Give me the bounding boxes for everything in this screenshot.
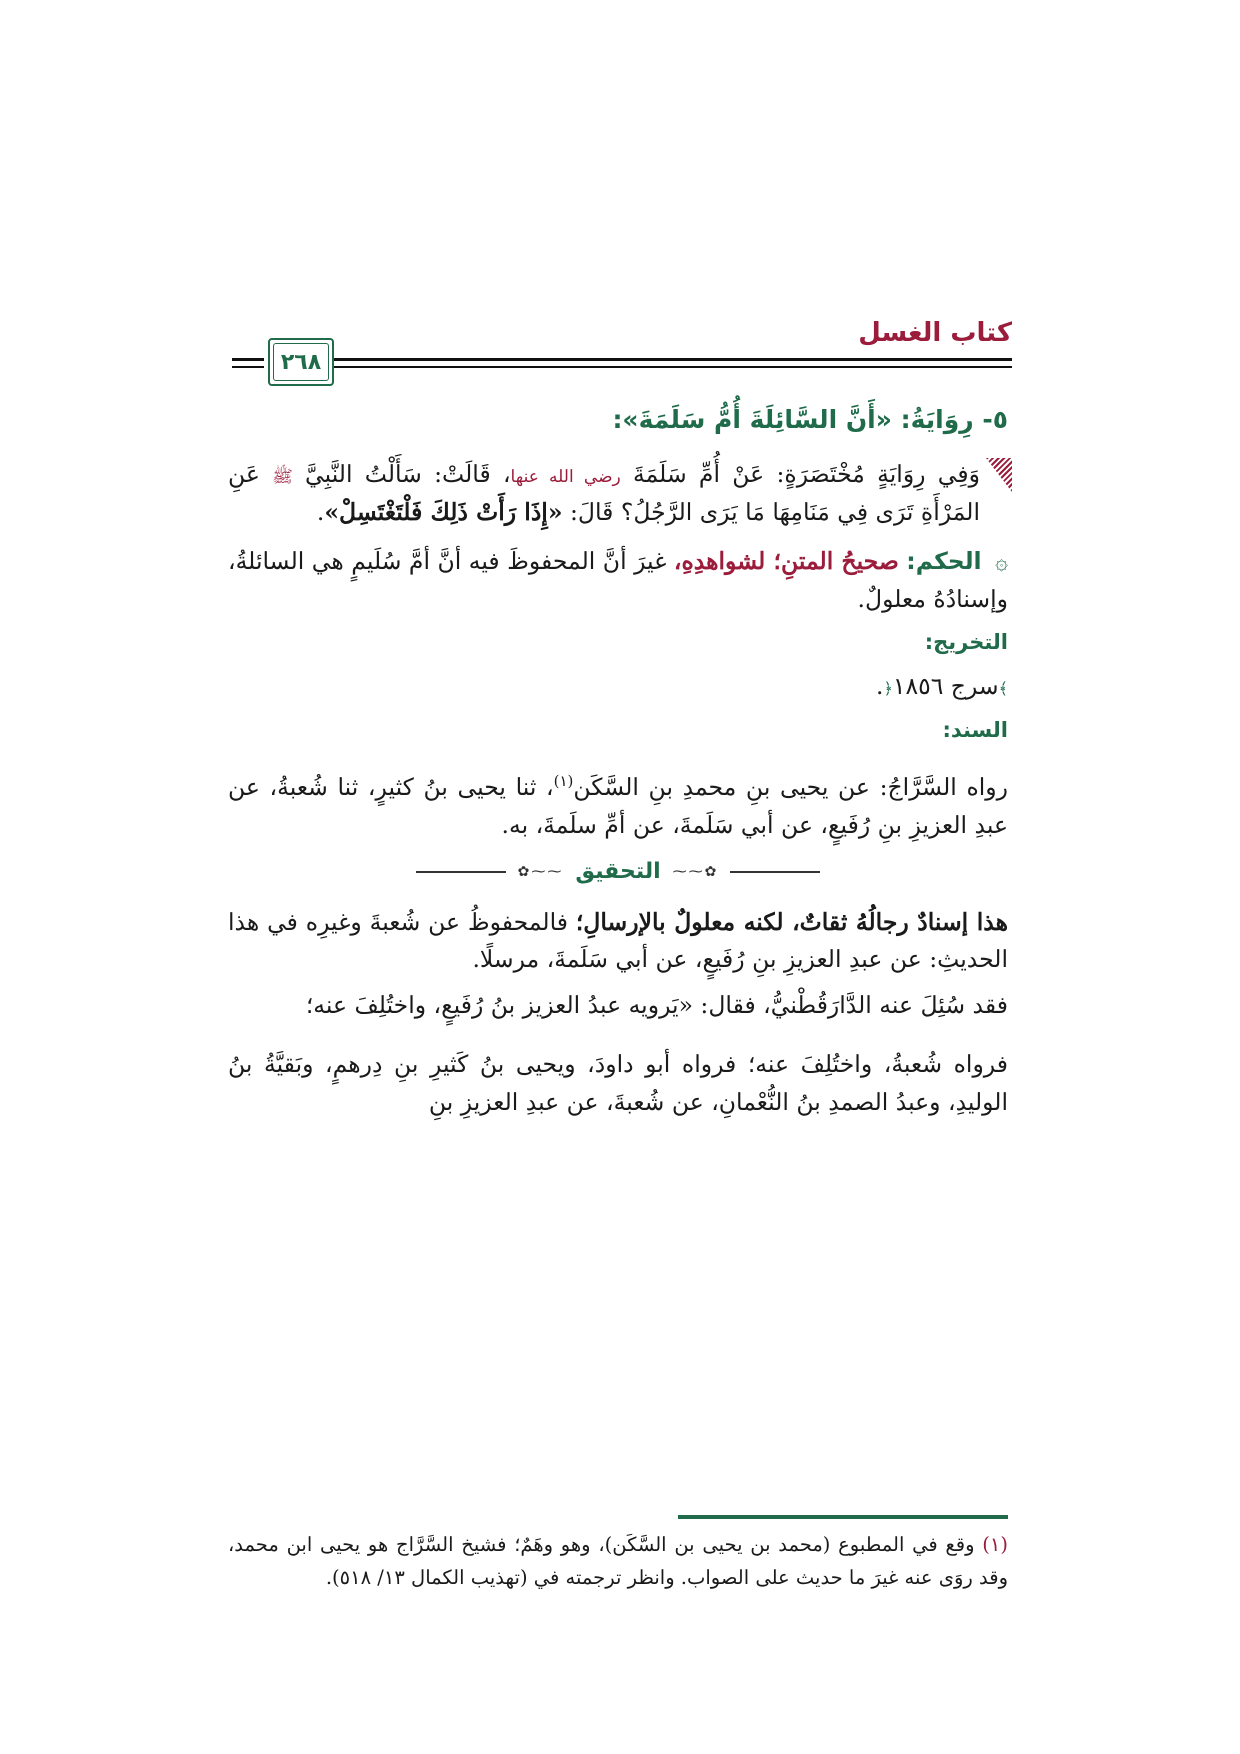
- tahqiq-para-1-rest: فالمحفوظُ عن شُعبةَ وغيرِه في هذا الحديثِ: عن عبدِ العزيزِ بنِ رُفَيعٍ، عن أبي سَلَمةَ، مرسلًا.: [228, 907, 1008, 974]
- book-title: كتاب الغسل: [858, 318, 1012, 348]
- tahqiq-verdict: هذا إسنادٌ رجالُهُ ثقاتٌ، لكنه معلولٌ بالإرسالِ؛: [575, 907, 1008, 936]
- quote-part-2: ، قَالَتْ: سَأَلْتُ النَّبِيَّ: [305, 460, 511, 488]
- ruling-paragraph: [228, 543, 1008, 618]
- ruling-rest: غيرَ أنَّ المحفوظَ فيه أنَّ أمَّ سُلَيمٍ هي السائلةُ، وإسنادُهُ معلولٌ.: [228, 547, 1008, 613]
- footnote: [228, 1528, 1008, 1594]
- divider-line-left: [416, 871, 506, 873]
- sanad-label: السند:: [942, 717, 1008, 742]
- sanad-paragraph: [228, 769, 1008, 844]
- ruling-value: صحيحُ المتنِ؛ لشواهدِهِ،: [673, 547, 899, 576]
- ruling-label: الحكم:: [906, 547, 982, 576]
- quote-end: .: [316, 497, 325, 526]
- ornament-left-icon: ⁓⁓✿: [517, 863, 564, 880]
- page-number: ٢٦٨: [280, 349, 322, 375]
- takhrij-end: .: [875, 671, 884, 700]
- footnote-number: (١): [982, 1533, 1008, 1556]
- corner-ornament-icon: [986, 458, 1012, 492]
- flower-icon: ۞: [995, 550, 1008, 576]
- sanad-text-2: ، ثنا يحيى بنُ كثيرٍ، ثنا شُعبةُ، عن عبدِ العزيزِ بنِ رُفَيعٍ، عن أبي سَلَمةَ، عن أمِّ سلَمةَ، به.: [228, 773, 1008, 839]
- sanad-text-1: رواه السَّرَّاجُ: عن يحيى بنِ محمدِ بنِ السَّكَن: [573, 773, 1008, 802]
- tahqiq-paragraph-1: [228, 904, 1008, 979]
- honorific-salla-allahu: ﷺ: [272, 467, 293, 487]
- header-rule-thin: [332, 366, 1012, 368]
- quote-prophetic-saying: «إِذَا رَأَتْ ذَلِكَ فَلْتَغْتَسِلْ»: [324, 497, 563, 526]
- tahqiq-paragraph-2: فقد سُئِلَ عنه الدَّارَقُطْنيُّ، فقال: «يَرويه عبدُ العزيز بنُ رُفَيعٍ، واختُلِفَ عنه؛: [305, 990, 1008, 1019]
- footnote-text: وقع في المطبوع (محمد بن يحيى بن السَّكَن)، وهو وهَمٌ؛ فشيخ السَّرَّاج هو يحيى ابن محمد، وقد روَى عنه غيرَ ما حديث على الصواب. وانظر ترجمته في (تهذيب الكمال ١٣/ ٥١٨).: [228, 1533, 1008, 1590]
- hadith-quote: [228, 456, 1008, 531]
- tahqiq-paragraph-3: فرواه شُعبةُ، واختُلِفَ عنه؛ فرواه أبو داودَ، ويحيى بنُ كَثيرِ بنِ دِرهمٍ، وبَقيَّةُ بنُ الوليدِ، وعبدُ الصمدِ بنُ النُّعْمانِ، عن شُعبةَ، عن عبدِ العزيزِ بنِ: [228, 1050, 1008, 1116]
- header-rule-thick: [332, 358, 1012, 361]
- tahqiq-divider: [228, 854, 1008, 889]
- tahqiq-title: التحقيق: [575, 859, 661, 885]
- bracket-close-icon: ﴿: [883, 678, 893, 698]
- bracket-open-icon: ﴾: [998, 678, 1008, 698]
- section-heading: ٥- رِوَايَةُ: «أَنَّ السَّائِلَةَ أُمُّ سَلَمَةَ»:: [612, 405, 1008, 434]
- header-rule-left: [232, 358, 264, 373]
- takhrij-ref: سرج ١٨٥٦: [892, 671, 999, 700]
- honorific-radiya-allahu-anha: رضي الله عنها: [510, 467, 621, 487]
- takhrij-reference: [228, 668, 1008, 706]
- page-number-frame: [268, 338, 334, 386]
- quote-part-1: وَفِي رِوَايَةٍ مُخْتَصَرَةٍ: عَنْ أُمِّ سَلَمَةَ: [633, 460, 980, 488]
- ornament-right-icon: ✿⁓⁓: [672, 863, 719, 880]
- footnote-marker[interactable]: (١): [553, 772, 574, 791]
- footnote-separator: [678, 1515, 1008, 1519]
- quote-part-3: عَنِ المَرْأَةِ تَرَى فِي مَنَامِهَا مَا يَرَى الرَّجُلُ؟ قَالَ:: [228, 460, 980, 526]
- main-content: [228, 400, 1008, 1130]
- divider-line-right: [730, 871, 820, 873]
- page-header: [232, 318, 1012, 398]
- takhrij-label: التخريج:: [924, 630, 1008, 655]
